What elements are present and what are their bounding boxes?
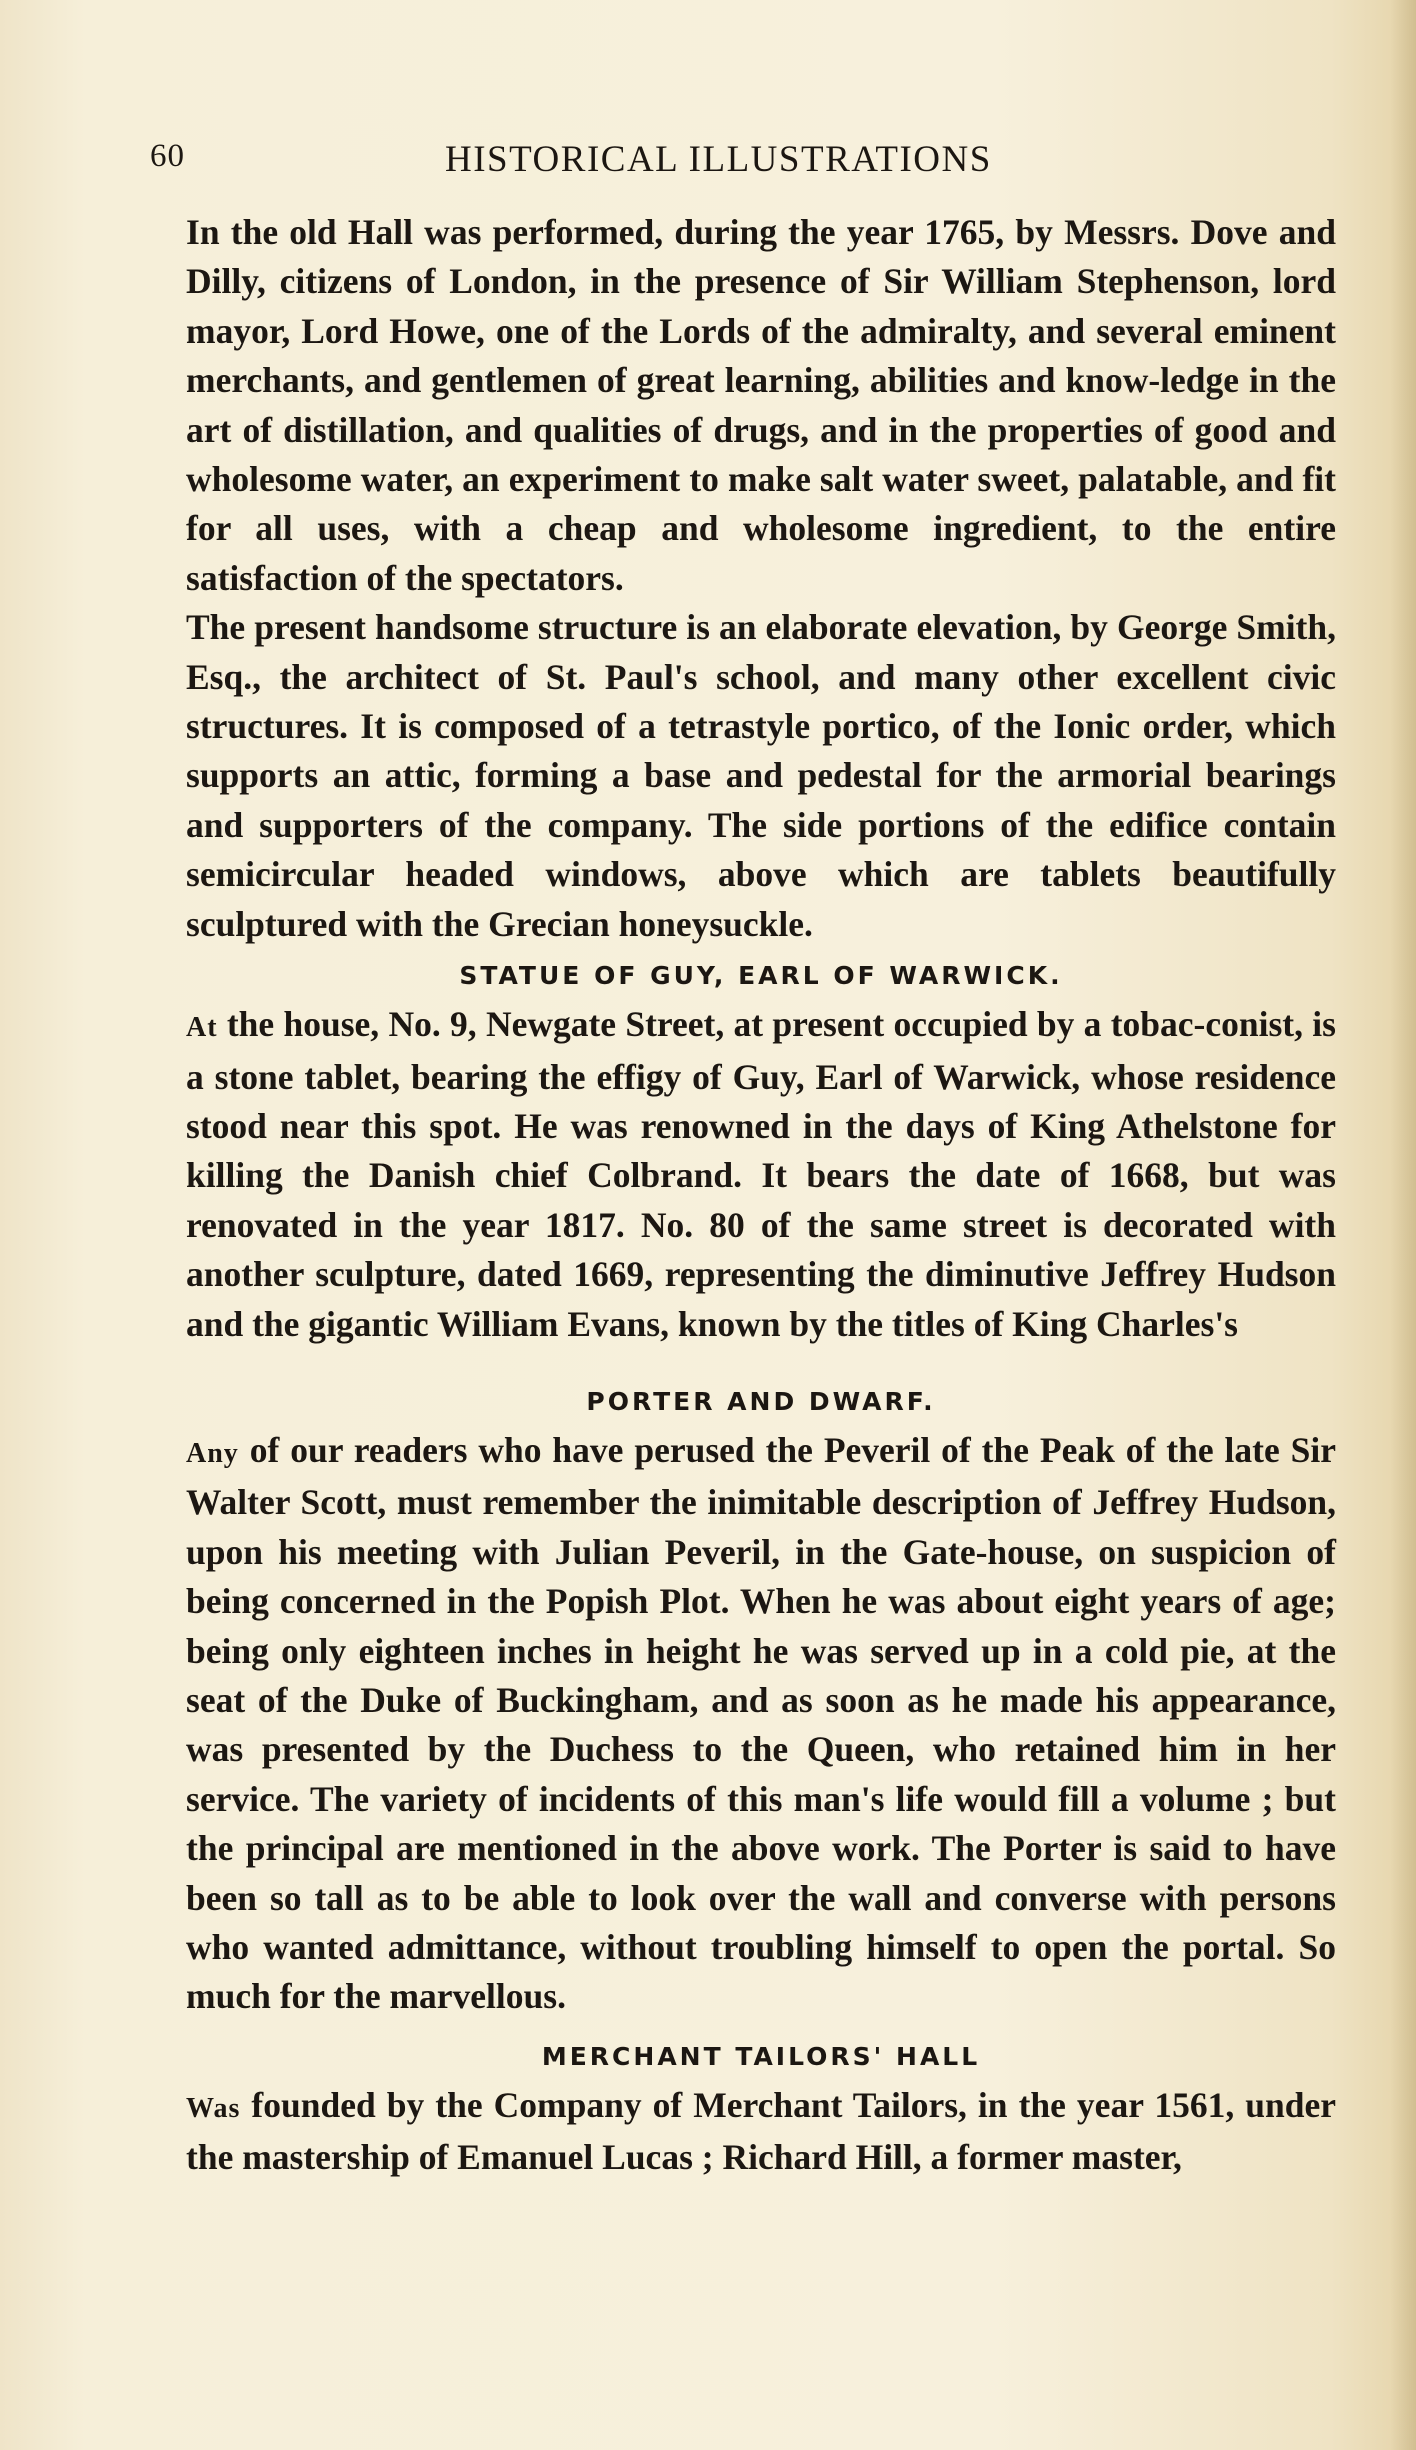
section-heading-porter-dwarf: PORTER AND DWARF.	[586, 1386, 936, 1416]
paragraph-old-hall	[186, 208, 1336, 603]
page-edge-shadow	[1390, 0, 1416, 2450]
paragraph-text: of our readers who have perused the Peveril of the Peak of the late Sir Walter Scott, must remember the inimitable description of Jeffrey Hudson, upon his meeting with Julian Peveril, in the Gate-house, on suspicion of being concerned in the Popish Plot. When he was about eight years of age; being only eighteen inches in height he was served up in a cold pie, at the seat of the Duke of Buckingham, and as soon as he made his appearance, was presented by the Duchess to the Queen, who retained him in her service. The variety of incidents of this man's life would fill a volume ; but the principal are mentioned in the above work. The Porter is said to have been so tall as to be able to look over the wall and converse with persons who wanted admittance, without troubling himself to open the portal. So much for the marvellous.	[186, 1429, 1336, 2017]
paragraph-text: In the old Hall was performed, during the year 1765, by Messrs. Dove and Dilly, citizens of London, in the presence of Sir William Stephenson, lord mayor, Lord Howe, one of the Lords of the admiralty, and several eminent merchants, and gentlemen of great learning, abilities and know-ledge in the art of distillation, and qualities of drugs, and in the properties of good and wholesome water, an experiment to make salt water sweet, palatable, and fit for all uses, with a cheap and wholesome ingredient, to the entire satisfaction of the spectators.	[186, 212, 1336, 598]
section-heading-guy-warwick: STATUE OF GUY, EARL OF WARWICK.	[459, 961, 1063, 991]
paragraph-merchant-tailors	[186, 2081, 1336, 2183]
running-title: HISTORICAL ILLUSTRATIONS	[445, 139, 992, 180]
paragraph-text: founded by the Company of Merchant Tailors, in the year 1561, under the mastership of Emanuel Lucas ; Richard Hill, a former master,	[186, 2084, 1336, 2178]
paragraph-text: the house, No. 9, Newgate Street, at present occupied by a tobac-conist, is a stone tablet, bearing the effigy of Guy, Earl of Warwick, whose residence stood near this spot. He was renowned in the days of King Athelstone for killing the Danish chief Colbrand. It bears the date of 1668, but was renovated in the year 1817. No. 80 of the same street is decorated with another sculpture, dated 1669, representing the diminutive Jeffrey Hudson and the gigantic William Evans, known by the titles of King Charles's	[186, 1004, 1336, 1344]
paragraph-text: The present handsome structure is an elaborate elevation, by George Smith, Esq., the architect of St. Paul's school, and many other excellent civic structures. It is composed of a tetrastyle portico, of the Ionic order, which supports an attic, forming a base and pedestal for the armorial bearings and supporters of the company. The side portions of the edifice contain semicircular headed windows, above which are tablets beautifully sculptured with the Grecian honeysuckle.	[186, 607, 1336, 944]
paragraph-present-structure	[186, 603, 1336, 949]
page-header	[150, 138, 1330, 188]
paragraph-guy-warwick	[186, 1000, 1336, 1349]
small-caps-lead: Any	[186, 1437, 239, 1469]
paragraph-porter-dwarf	[186, 1426, 1336, 2022]
body-text	[186, 208, 1336, 2183]
section-heading-merchant-tailors: MERCHANT TAILORS' HALL	[541, 2041, 981, 2071]
small-caps-lead: Was	[186, 2092, 241, 2124]
small-caps-lead: At	[186, 1012, 218, 1044]
page-number: 60	[150, 138, 185, 174]
